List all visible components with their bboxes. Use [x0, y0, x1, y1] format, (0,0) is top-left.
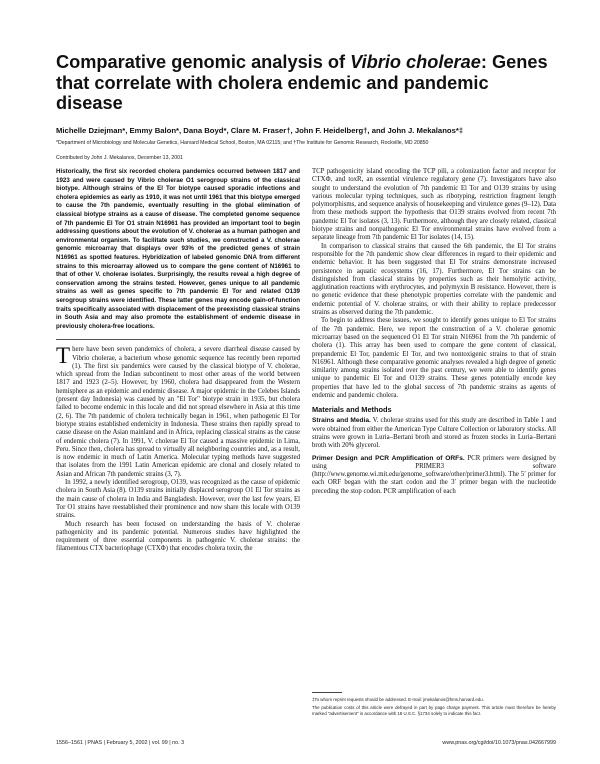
right-paragraph-1: TCP pathogenicity island encoding the TCP pili, a colonization factor and receptor for CTXΦ, and toxR, an essential virulence regulatory gene (7). Investigators have also sought to understand the evolution of 7th pandemic El Tor and O139 strains by using various molecular typing techniques, such as ribotyping, restriction fragment length polymorphisms, and sequence analysis of housekeeping and virulence genes (9–12). Data from these methods support the hypothesis that O139 strains evolved from recent 7th pandemic El Tor isolates (3, 13). Furthermore, although they are closely related, classical biotype strains and nonpathogenic El Tor environmental strains have evolved from a separate lineage from 7th pandemic El Tor isolates (14, 15). [312, 168, 556, 242]
right-column [312, 168, 556, 496]
abstract-divider [56, 339, 300, 340]
author-list: Michelle Dziejman*, Emmy Balon*, Dana Boyd*, Clare M. Fraser†, John F. Heidelberg†, and John J. Mekalanos*‡ [56, 126, 464, 135]
intro-paragraph-1-text: here have been seven pandemics of cholera, a severe diarrheal disease caused by Vibrio cholerae, a bacterium whose genomic sequence has recently been reported (1). The first six pandemics were caused by the classical biotype of V. cholerae, which spread from the Indian subcontinent to most other areas of the world between 1817 and 1923 (2–5). However, by 1960, cholera had disappeared from the Western hemisphere as an epidemic and endemic disease. A major epidemic in the Celebes Islands (present day Indonesia) was caused by an "El Tor" biotype strain in 1935, but cholera failed to become endemic in this locale and did not spread elsewhere in Asia at this time (2, 6). The 7th pandemic of cholera technically began in 1961, when pathogenic El Tor biotype strains established endemicity in Indonesia. These strains then rapidly spread to cause disease on the Asian mainland and in Africa, replacing classical strains as the cause of endemic cholera (7). In 1991, V. cholerae El Tor caused a massive epidemic in Lima, Peru. Since then, cholera has spread to virtually all neighboring countries and, as a result, is now endemic in much of Latin America. Molecular typing methods have suggested that isolates from the 1991 Latin American epidemic are clonal and closely related to Asian and African 7th pandemic strains (3, 7). [56, 346, 300, 478]
right-paragraph-2: In comparison to classical strains that caused the 6th pandemic, the El Tor strains responsible for the 7th pandemic show clear differences in regard to their epidemic and endemic behavior. It has been suggested that El Tor strains demonstrate increased persistence in aquatic ecosystems (16, 17). Furthermore, El Tor strains can be distinguished from classical strains by properties such as their hemolytic activity, agglutination reactions with erythrocytes, and polymyxin B resistance. However, there is no genetic evidence that these phenotypic properties correlate with the pandemic and endemic potential of V. cholerae strains, or with their ability to replace predecessor strains as observed during the 7th pandemic. [312, 242, 556, 317]
affiliations: *Department of Microbiology and Molecular Genetics, Harvard Medical School, Boston, MA 02115; and †The Institute for Genomic Research, Rockville, MD 20850 [56, 140, 429, 146]
intro-paragraph-3: Much research has been focused on understanding the basis of V. cholerae pathogenicity and its pandemic potential. Numerous studies have highlighted the requirement of three essential components in pathogenic V. cholerae strains: the filamentous CTX bacteriophage (CTXΦ) that encodes cholera toxin, the [56, 520, 300, 553]
intro-paragraph-2: In 1992, a newly identified serogroup, O139, was recognized as the cause of epidemic cholera in South Asia (8). O139 strains initially displaced serogroup O1 El Tor strains as the main cause of cholera in India and Bangladesh. However, over the last few years, El Tor O1 strains have reestablished their prominence and now share this locale with O139 strains. [56, 479, 300, 520]
page-footer [56, 740, 556, 747]
abstract: Historically, the first six recorded cholera pandemics occurred between 1817 and 1923 and were caused by Vibrio cholerae O1 serogroup strains of the classical biotype. Although strains of the El Tor biotype caused sporadic infections and cholera epidemics as early as 1910, it was not until 1961 that this biotype emerged to cause the 7th pandemic, eventually resulting in the global elimination of classical biotype strains as a cause of disease. The completed genome sequence of 7th pandemic El Tor O1 strain N16961 has provided an important tool to begin addressing questions about the evolution of V. cholerae as a human pathogen and environmental organism. To facilitate such studies, we constructed a V. cholerae genomic microarray that displays over 93% of the predicted genes of strain N16961 as spotted features. Hybridization of labeled genomic DNA from different strains to this microarray allowed us to compare the gene content of N16961 to that of other V. cholerae isolates. Surprisingly, the results reveal a high degree of conservation among the strains tested. However, genes unique to all pandemic strains as well as genes specific to 7th pandemic El Tor and related O139 serogroup strains were identified. These latter genes may encode gain-of-function traits specifically associated with displacement of the preexisting classical strains in South Asia and may also promote the establishment of endemic disease in previously cholera-free locations. [56, 168, 300, 330]
primer-paragraph [312, 455, 556, 496]
footnote-correspondence: ‡To whom reprint requests should be addressed. E-mail: jmekalanos@hms.harvard.edu. [312, 697, 484, 702]
right-paragraph-3: To begin to address these issues, we sought to identify genes unique to El Tor strains of the 7th pandemic. Here, we report the construction of a V. cholerae genomic microarray based on the sequenced O1 El Tor strain N16961 from the 7th pandemic of cholera (1). This array has been used to compare the gene content of classical, prepandemic El Tor, pandemic El Tor, and two nontoxigenic strains to that of strain N16961. Although these comparative genomic analyses revealed a high degree of genetic similarity among strains isolated over the past century, we were able to identify genes unique to pandemic El Tor and O139 strains. These genes potentially encode key properties that have led to the global success of 7th pandemic strains as agents of endemic and pandemic cholera. [312, 317, 556, 400]
left-column [56, 168, 300, 554]
primer-run-head: Primer Design and PCR Amplification of ORFs. [312, 454, 465, 462]
contributed-by: Contributed by John J. Mekalanos, December 13, 2001 [56, 155, 183, 161]
methods-heading: Materials and Methods [312, 405, 392, 415]
strains-text: V. cholerae strains used for this study are described in Table 1 and were obtained from either the American Type Culture Collection or laboratory stocks. All strains were grown in Luria–Bertani broth and stored as frozen stocks in Luria–Bertani broth with 20% glycerol. [312, 417, 557, 450]
strains-paragraph [312, 417, 556, 450]
intro-text [56, 343, 300, 553]
drop-cap: T [56, 343, 71, 369]
footer-doi: www.pnas.org/cgi/doi/10.1073/pnas.042667999 [442, 740, 556, 746]
footnote-rule [312, 692, 342, 693]
footnote-publication-costs: The publication costs of this article were defrayed in part by page charge payment. This article must therefore be hereby marked "advertisement" in accordance with 18 U.S.C. §1734 solely to indicate this fact. [312, 705, 556, 716]
footnotes [312, 697, 556, 719]
article-title [56, 52, 556, 114]
title-part-2: : Genes that correlate with cholera endemic and pandemic disease [56, 52, 548, 113]
title-species: Vibrio cholerae [350, 52, 481, 72]
right-text [312, 168, 556, 496]
intro-paragraph-1 [56, 343, 300, 479]
footer-citation: 1556–1561 | PNAS | February 5, 2002 | vol. 99 | no. 3 [56, 740, 185, 746]
title-part-1: Comparative genomic analysis of [56, 52, 351, 72]
primer-text: PCR primers were designed by using PRIMER3 software (http://www.genome.wi.mit.edu/genome_software/other/primer3.html). The 5′ primer for each ORF began with the start codon and the 3′ primer began with the nucleotide preceding the stop codon. PCR amplification of each [312, 454, 556, 495]
strains-run-head: Strains and Media. [312, 417, 371, 425]
